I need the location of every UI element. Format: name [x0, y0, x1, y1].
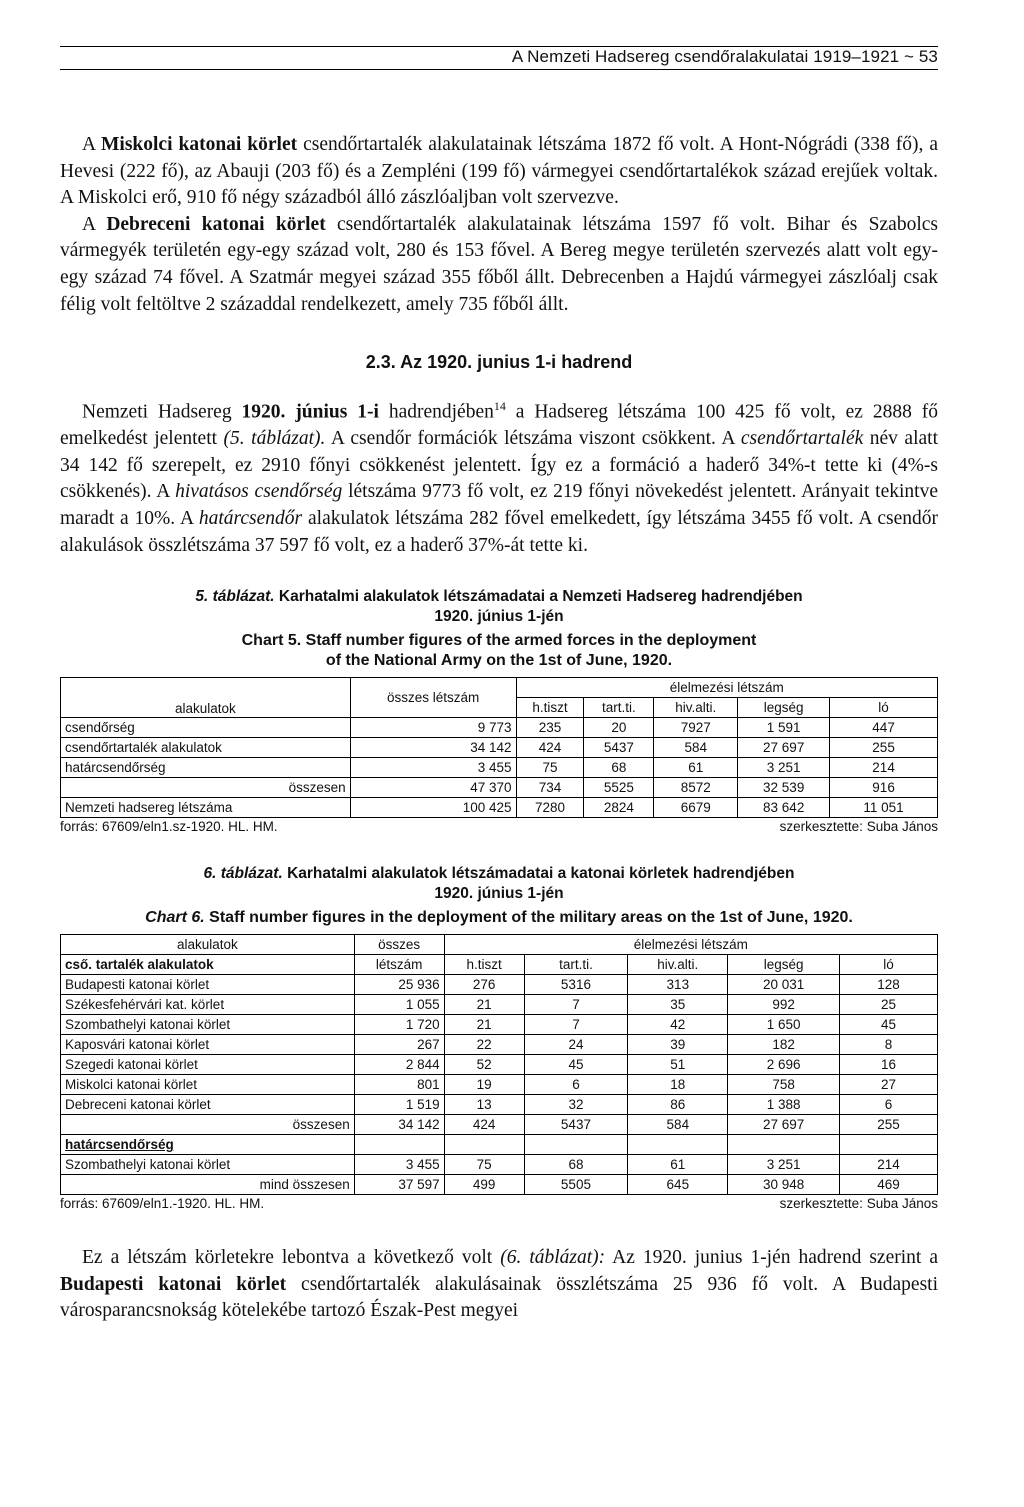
caption-hu-line1	[60, 864, 938, 884]
table-cell: 27	[840, 1075, 938, 1095]
text-span: csendőrtartalék alakulatainak létszáma 1872 fő volt. A Hont-Nógrádi (338 fő), a Hevesi (222 fő), az Abauji (203 fő) és a Zempléni (199 fő) vármegyei csendőrtartalékok század erejűek voltak. A Miskolci erő, 910 fő négy századból álló zászlóaljban volt szervezve.	[60, 134, 938, 209]
table-cell: 27 697	[738, 738, 830, 758]
empty-cell	[524, 1135, 628, 1155]
text-span: A csendőr formációk létszáma viszont csökkent. A	[325, 428, 741, 450]
table-cell: 235	[516, 718, 584, 738]
table-row	[61, 1095, 938, 1115]
empty-cell	[444, 1135, 524, 1155]
italic-term: hivatásos csendőrség	[175, 481, 343, 503]
table-cell: 37 597	[354, 1175, 444, 1195]
body-text-mid	[60, 393, 938, 559]
text-span: Ez a létszám körletekre lebontva a következő volt	[82, 1247, 501, 1269]
group-heading: határcsendőrség	[61, 1135, 355, 1155]
table-cell: 39	[628, 1035, 728, 1055]
table-cell: 52	[444, 1055, 524, 1075]
header-units: alakulatok	[61, 678, 351, 718]
italic-term: (6. táblázat):	[500, 1247, 606, 1269]
table-cell: 499	[444, 1175, 524, 1195]
table-cell: 25	[840, 995, 938, 1015]
table6-footer	[60, 1196, 938, 1211]
empty-cell	[728, 1135, 840, 1155]
table-cell: 11 051	[830, 798, 938, 818]
table-cell: 19	[444, 1075, 524, 1095]
table-cell: 214	[830, 758, 938, 778]
text-span: alakulatok létszáma 282 fővel emelkedett, így létszáma 3455 fő volt. A csendőr alakulások összlétszáma 37 597 fő volt, ez a haderő 37%-át tette ki.	[60, 508, 938, 556]
body-text-bottom	[60, 1245, 938, 1325]
header-total: összes létszám	[350, 678, 516, 718]
bold-term: Miskolci katonai körlet	[101, 134, 298, 155]
table-subheader-row	[61, 955, 938, 975]
table-cell: 8	[840, 1035, 938, 1055]
table-cell: 61	[654, 758, 738, 778]
caption-en-line1: Chart 5. Staff number figures of the armed forces in the deployment	[241, 632, 757, 650]
table-cell: 992	[728, 995, 840, 1015]
subheader-cell: ló	[840, 955, 938, 975]
table-cell: 5316	[524, 975, 628, 995]
caption-text: Karhatalmi alakulatok létszámadatai a katonai körletek hadrendjében	[282, 865, 795, 883]
table-cell: 13	[444, 1095, 524, 1115]
table-cell: 2 844	[354, 1055, 444, 1075]
table-cell: 32 539	[738, 778, 830, 798]
empty-cell	[354, 1135, 444, 1155]
table-row	[61, 798, 938, 818]
subheader-cell: h.tiszt	[516, 698, 584, 718]
table6-body-1	[61, 975, 938, 1135]
table-cell: 34 142	[354, 1115, 444, 1135]
table-cell: 584	[628, 1115, 728, 1135]
table-cell: 255	[830, 738, 938, 758]
header-total-2: létszám	[354, 955, 444, 975]
table-cell: 5437	[584, 738, 654, 758]
table-cell: 5525	[584, 778, 654, 798]
table-cell: 21	[444, 995, 524, 1015]
row-label: Szombathelyi katonai körlet	[61, 1015, 355, 1035]
italic-term: határcsendőr	[198, 508, 303, 530]
table-row	[61, 975, 938, 995]
table-cell: 24	[524, 1035, 628, 1055]
empty-cell	[840, 1135, 938, 1155]
text-span: A	[82, 213, 107, 235]
table-cell: 51	[628, 1055, 728, 1075]
row-label: Székesfehérvári kat. körlet	[61, 995, 355, 1015]
table-cell: 86	[628, 1095, 728, 1115]
table-row	[61, 1015, 938, 1035]
table-cell: 447	[830, 718, 938, 738]
text-span: hadrendjében	[378, 401, 494, 423]
row-label: Nemzeti hadsereg létszáma	[61, 798, 351, 818]
subheader-cell: hiv.alti.	[654, 698, 738, 718]
table-cell: 469	[840, 1175, 938, 1195]
caption-hu-line2: 1920. június 1-jén	[434, 608, 564, 626]
body-text-top	[60, 132, 938, 318]
table-cell: 32	[524, 1095, 628, 1115]
caption-hu-line1	[60, 587, 938, 607]
table-row	[61, 738, 938, 758]
table-cell: 3 455	[354, 1155, 444, 1175]
table6-body-2	[61, 1155, 938, 1195]
table-cell: 47 370	[350, 778, 516, 798]
table-header-row	[61, 678, 938, 698]
table-cell: 3 251	[738, 758, 830, 778]
footnote-ref[interactable]: 14	[493, 399, 506, 414]
paragraph-hadrend	[60, 393, 938, 559]
table-cell: 6679	[654, 798, 738, 818]
row-label: Miskolci katonai körlet	[61, 1075, 355, 1095]
row-label: csendőrség	[61, 718, 351, 738]
table-cell: 2 696	[728, 1055, 840, 1075]
caption-en-line	[60, 908, 938, 928]
table-cell: 1 591	[738, 718, 830, 738]
row-label: határcsendőrség	[61, 758, 351, 778]
table-cell: 68	[584, 758, 654, 778]
table-cell: 100 425	[350, 798, 516, 818]
table6-caption	[60, 864, 938, 928]
subheader-cell: tart.ti.	[524, 955, 628, 975]
table-cell: 2824	[584, 798, 654, 818]
group-row	[61, 1135, 938, 1155]
row-label: összesen	[61, 1115, 355, 1135]
table-cell: 20	[584, 718, 654, 738]
table-cell: 916	[830, 778, 938, 798]
caption-text: Karhatalmi alakulatok létszámadatai a Nemzeti Hadsereg hadrendjében	[274, 588, 803, 606]
bold-term: Debreceni katonai körlet	[106, 213, 326, 235]
table-cell: 16	[840, 1055, 938, 1075]
text-span: Az 1920. junius 1-jén hadrend szerint a	[605, 1247, 938, 1269]
table-cell: 27 697	[728, 1115, 840, 1135]
text-span: létszáma 9773 fő volt, ez 219 főnyi növekedést jelentett. Arányait tekintve maradt a 10%. A	[60, 481, 938, 530]
row-label: csendőrtartalék alakulatok	[61, 738, 351, 758]
table-cell: 7280	[516, 798, 584, 818]
table-cell: 3 455	[350, 758, 516, 778]
table-row	[61, 718, 938, 738]
table-cell: 267	[354, 1035, 444, 1055]
table-cell: 1 720	[354, 1015, 444, 1035]
table-row	[61, 995, 938, 1015]
row-label: Szombathelyi katonai körlet	[61, 1155, 355, 1175]
row-label: összesen	[61, 778, 351, 798]
text-span	[285, 402, 295, 423]
table-cell: 7	[524, 995, 628, 1015]
table-row	[61, 1115, 938, 1135]
caption-label: 6. táblázat.	[203, 865, 283, 883]
table-cell: 424	[444, 1115, 524, 1135]
table-row	[61, 1055, 938, 1075]
header-total: összes	[354, 935, 444, 955]
table-row	[61, 1035, 938, 1055]
table-cell: 68	[524, 1155, 628, 1175]
table-cell: 20 031	[728, 975, 840, 995]
text-span: név alatt 34 142 fő szerepelt, ez 2910 főnyi csökkenést jelentett. Így ez a formáció a haderő 34%-t tette ki (4%-s csökkenés). A	[60, 428, 938, 503]
table-cell: 255	[840, 1115, 938, 1135]
subheader-cell: tart.ti.	[584, 698, 654, 718]
running-header: A Nemzeti Hadsereg csendőralakulatai 1919–1921 ~ 53	[60, 46, 938, 70]
table-row	[61, 1155, 938, 1175]
caption-text: Staff number figures in the deployment of the military areas on the 1st of June, 1920.	[204, 909, 853, 927]
table-cell: 18	[628, 1075, 728, 1095]
table-cell: 734	[516, 778, 584, 798]
table-cell: 3 251	[728, 1155, 840, 1175]
table5	[60, 677, 938, 818]
table6-block	[60, 864, 938, 1211]
table-cell: 45	[524, 1055, 628, 1075]
row-label: Kaposvári katonai körlet	[61, 1035, 355, 1055]
table-row	[61, 1175, 938, 1195]
table-cell: 22	[444, 1035, 524, 1055]
caption-en-line2: of the National Army on the 1st of June, 1920.	[325, 652, 673, 670]
table5-caption	[60, 587, 938, 671]
table-cell: 645	[628, 1175, 728, 1195]
subheader-cell: hiv.alti.	[628, 955, 728, 975]
table-cell: 34 142	[350, 738, 516, 758]
row-label: mind összesen	[61, 1175, 355, 1195]
row-label: Budapesti katonai körlet	[61, 975, 355, 995]
table-header-row	[61, 935, 938, 955]
row-label: Debreceni katonai körlet	[61, 1095, 355, 1115]
paragraph-miskolc	[60, 132, 938, 212]
caption-label: Chart 6.	[145, 909, 205, 927]
text-span: a Hadsereg létszáma 100 425 fő volt, ez 2888 fő emelkedést jelentett	[60, 401, 938, 450]
table-cell: 1 388	[728, 1095, 840, 1115]
paragraph-debrecen	[60, 212, 938, 318]
table-cell: 75	[444, 1155, 524, 1175]
group-heading: cső. tartalék alakulatok	[61, 955, 355, 975]
table-cell: 8572	[654, 778, 738, 798]
header-food: élelmezési létszám	[516, 678, 938, 698]
table-cell: 9 773	[350, 718, 516, 738]
table-cell: 35	[628, 995, 728, 1015]
subheader-cell: ló	[830, 698, 938, 718]
table-cell: 61	[628, 1155, 728, 1175]
paragraph-budapest	[60, 1245, 938, 1325]
table-cell: 42	[628, 1015, 728, 1035]
section-heading: 2.3. Az 1920. junius 1-i hadrend	[365, 352, 633, 373]
page	[60, 0, 938, 1325]
table-cell: 21	[444, 1015, 524, 1035]
text-span: Nemzeti Hadsereg	[82, 401, 242, 423]
table-cell: 424	[516, 738, 584, 758]
table5-footer	[60, 819, 938, 834]
table-cell: 45	[840, 1015, 938, 1035]
table-cell: 584	[654, 738, 738, 758]
table-cell: 7	[524, 1015, 628, 1035]
table-cell: 214	[840, 1155, 938, 1175]
table-row	[61, 778, 938, 798]
table6	[60, 934, 938, 1195]
table-cell: 758	[728, 1075, 840, 1095]
table-cell: 1 519	[354, 1095, 444, 1115]
subheader-cell: h.tiszt	[444, 955, 524, 975]
text-span: A	[82, 134, 101, 155]
table-cell: 5505	[524, 1175, 628, 1195]
header-food: élelmezési létszám	[444, 935, 937, 955]
table-cell: 5437	[524, 1115, 628, 1135]
table-cell: 7927	[654, 718, 738, 738]
editor-note: szerkesztette: Suba János	[779, 1196, 938, 1212]
table5-body	[61, 718, 938, 818]
table-cell: 801	[354, 1075, 444, 1095]
table-cell: 75	[516, 758, 584, 778]
table-cell: 128	[840, 975, 938, 995]
caption-label: 5. táblázat.	[195, 588, 275, 606]
table-cell: 30 948	[728, 1175, 840, 1195]
table-cell: 6	[524, 1075, 628, 1095]
table-cell: 1 055	[354, 995, 444, 1015]
subheader-cell: legség	[738, 698, 830, 718]
table-row	[61, 758, 938, 778]
empty-cell	[628, 1135, 728, 1155]
caption-hu-line2: 1920. június 1-jén	[434, 885, 564, 903]
bold-term: 1920.	[241, 401, 286, 423]
text-span: csendőrtartalék alakulásainak összlétszáma 25 936 fő volt. A Budapesti városparancsnokság kötelekébe tartozó Észak-Pest megyei	[60, 1273, 939, 1322]
bold-term: Budapesti katonai körlet	[60, 1273, 287, 1295]
table-cell: 313	[628, 975, 728, 995]
table5-block	[60, 587, 938, 834]
editor-note: szerkesztette: Suba János	[779, 819, 938, 835]
source-note: forrás: 67609/eln1.sz-1920. HL. HM.	[60, 819, 278, 835]
table-cell: 83 642	[738, 798, 830, 818]
table-row	[61, 1075, 938, 1095]
italic-term: (5. táblázat).	[223, 428, 326, 450]
table-cell: 6	[840, 1095, 938, 1115]
table-cell: 1 650	[728, 1015, 840, 1035]
text-span: csendőrtartalék alakulatainak létszáma 1597 fő volt. Bihar és Szabolcs vármegyék területén egy-egy század volt, 280 és 153 fővel. A Bereg megye területén szervezés alatt volt egy-egy század 74 fővel. A Szatmár megyei század 355 főből állt. Debrecenben a Hajdú vármegyei zászlóalj csak félig volt feltöltve 2 századdal rendelkezett, amely 735 főből állt.	[60, 213, 938, 315]
row-label: Szegedi katonai körlet	[61, 1055, 355, 1075]
table-cell: 25 936	[354, 975, 444, 995]
header-units: alakulatok	[61, 935, 355, 955]
table-cell: 276	[444, 975, 524, 995]
source-note: forrás: 67609/eln1.-1920. HL. HM.	[60, 1196, 265, 1212]
table-cell: 182	[728, 1035, 840, 1055]
italic-term: csendőrtartalék	[740, 428, 864, 450]
bold-term: június 1-i	[295, 401, 379, 423]
subheader-cell: legség	[728, 955, 840, 975]
